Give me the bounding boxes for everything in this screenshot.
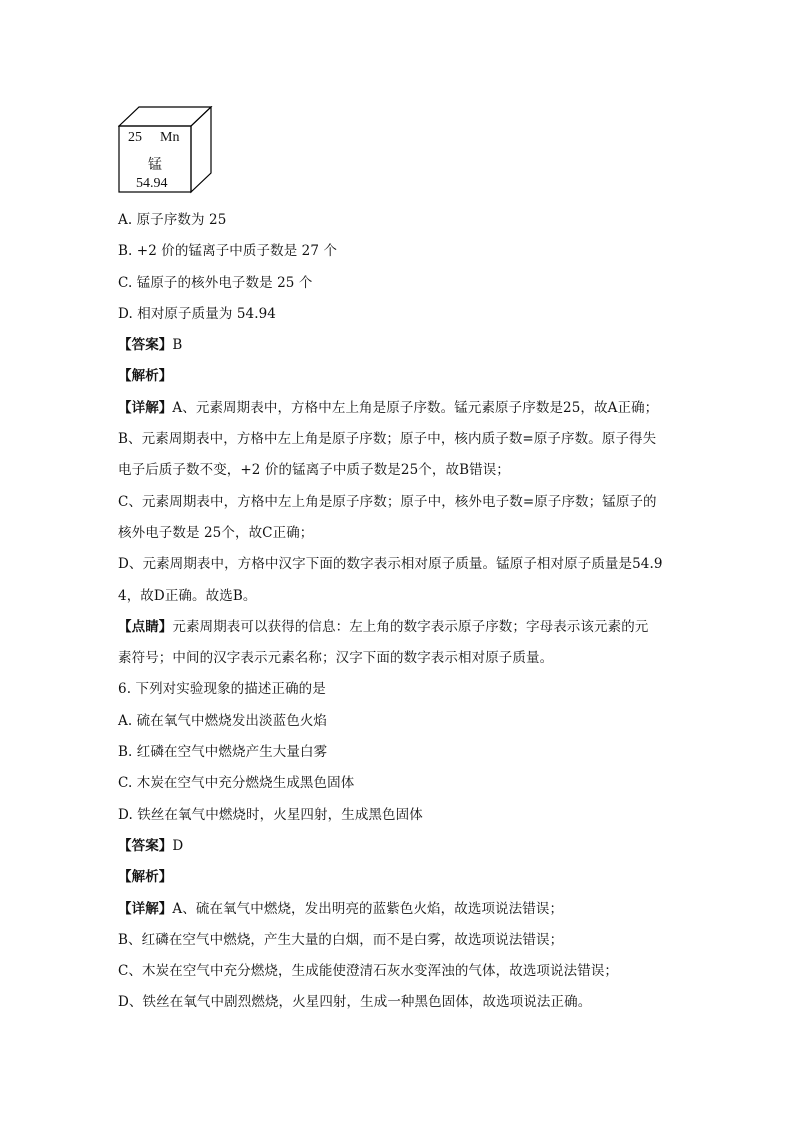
text-line <box>118 361 678 392</box>
line-text: B、元素周期表中，方格中左上角是原子序数；原子中，核内质子数=原子序数。原子得失 <box>118 431 657 448</box>
text-line <box>118 455 678 486</box>
periodic-table-cell <box>118 106 214 196</box>
line-text: A. 原子序数为 25 <box>118 212 227 228</box>
line-text: D、铁丝在氧气中剧烈燃烧，火星四射，生成一种黑色固体，故选项说法正确。 <box>118 994 592 1011</box>
text-line <box>118 643 678 674</box>
section-label: 【答案】 <box>118 337 173 354</box>
line-text: 元素周期表可以获得的信息：左上角的数字表示原子序数；字母表示该元素的元 <box>172 618 649 635</box>
section-label: 【详解】 <box>118 399 173 416</box>
text-line <box>118 800 678 831</box>
text-line <box>118 393 678 424</box>
text-line <box>118 518 678 549</box>
text-line <box>118 205 678 236</box>
line-text: C、木炭在空气中充分燃烧，生成能使澄清石灰水变浑浊的气体，故选项说法错误； <box>118 963 619 980</box>
line-text: 6. 下列对实验现象的描述正确的是 <box>118 681 326 698</box>
line-text: B <box>172 337 183 354</box>
text-line <box>118 674 678 705</box>
text-line <box>118 236 678 267</box>
text-line <box>118 299 678 330</box>
element-name: 锰 <box>148 157 162 173</box>
text-line <box>118 862 678 893</box>
line-text: D <box>172 837 184 854</box>
text-line <box>118 268 678 299</box>
line-text: A、元素周期表中，方格中左上角是原子序数。锰元素原子序数是25，故A正确； <box>172 399 659 416</box>
section-label: 【详解】 <box>118 900 173 917</box>
text-line <box>118 706 678 737</box>
line-text: 核外电子数是 25个，故C正确； <box>118 524 314 541</box>
line-text: 4，故D正确。故选B。 <box>118 587 257 604</box>
line-text: D. 铁丝在氧气中燃烧时，火星四射，生成黑色固体 <box>118 806 423 823</box>
section-label: 【点睛】 <box>118 618 173 635</box>
section-label: 【解析】 <box>118 869 173 886</box>
line-text: D、元素周期表中，方格中汉字下面的数字表示相对原子质量。锰原子相对原子质量是54.9 <box>118 556 663 573</box>
line-text: A. 硫在氧气中燃烧发出淡蓝色火焰 <box>118 712 328 729</box>
text-line <box>118 925 678 956</box>
text-line <box>118 956 678 987</box>
line-text: 素符号；中间的汉字表示元素名称；汉字下面的数字表示相对原子质量。 <box>118 650 554 667</box>
line-text: B. +2 价的锰离子中质子数是 27 个 <box>118 243 338 260</box>
line-text: A、硫在氧气中燃烧，发出明亮的蓝紫色火焰，故选项说法错误； <box>172 900 564 917</box>
text-line <box>118 330 678 361</box>
question-text <box>118 205 678 1019</box>
section-label: 【答案】 <box>118 837 173 854</box>
line-text: D. 相对原子质量为 54.94 <box>118 305 276 322</box>
text-line <box>118 424 678 455</box>
text-line <box>118 831 678 862</box>
text-line <box>118 612 678 643</box>
text-line <box>118 581 678 612</box>
atomic-number: 25 <box>128 130 142 145</box>
text-line <box>118 894 678 925</box>
line-text: 电子后质子数不变，+2 价的锰离子中质子数是25个，故B错误； <box>118 462 510 479</box>
line-text: C、元素周期表中，方格中左上角是原子序数；原子中，核外电子数=原子序数；锰原子的 <box>118 493 657 510</box>
atomic-mass: 54.94 <box>136 176 168 191</box>
text-line <box>118 768 678 799</box>
text-line <box>118 737 678 768</box>
text-line <box>118 987 678 1018</box>
line-text: C. 锰原子的核外电子数是 25 个 <box>118 274 313 291</box>
line-text: C. 木炭在空气中充分燃烧生成黑色固体 <box>118 775 355 792</box>
text-line <box>118 549 678 580</box>
section-label: 【解析】 <box>118 368 173 385</box>
text-line <box>118 487 678 518</box>
element-symbol: Mn <box>160 130 180 145</box>
line-text: B、红磷在空气中燃烧，产生大量的白烟，而不是白雾，故选项说法错误； <box>118 931 564 948</box>
line-text: B. 红磷在空气中燃烧产生大量白雾 <box>118 744 328 761</box>
